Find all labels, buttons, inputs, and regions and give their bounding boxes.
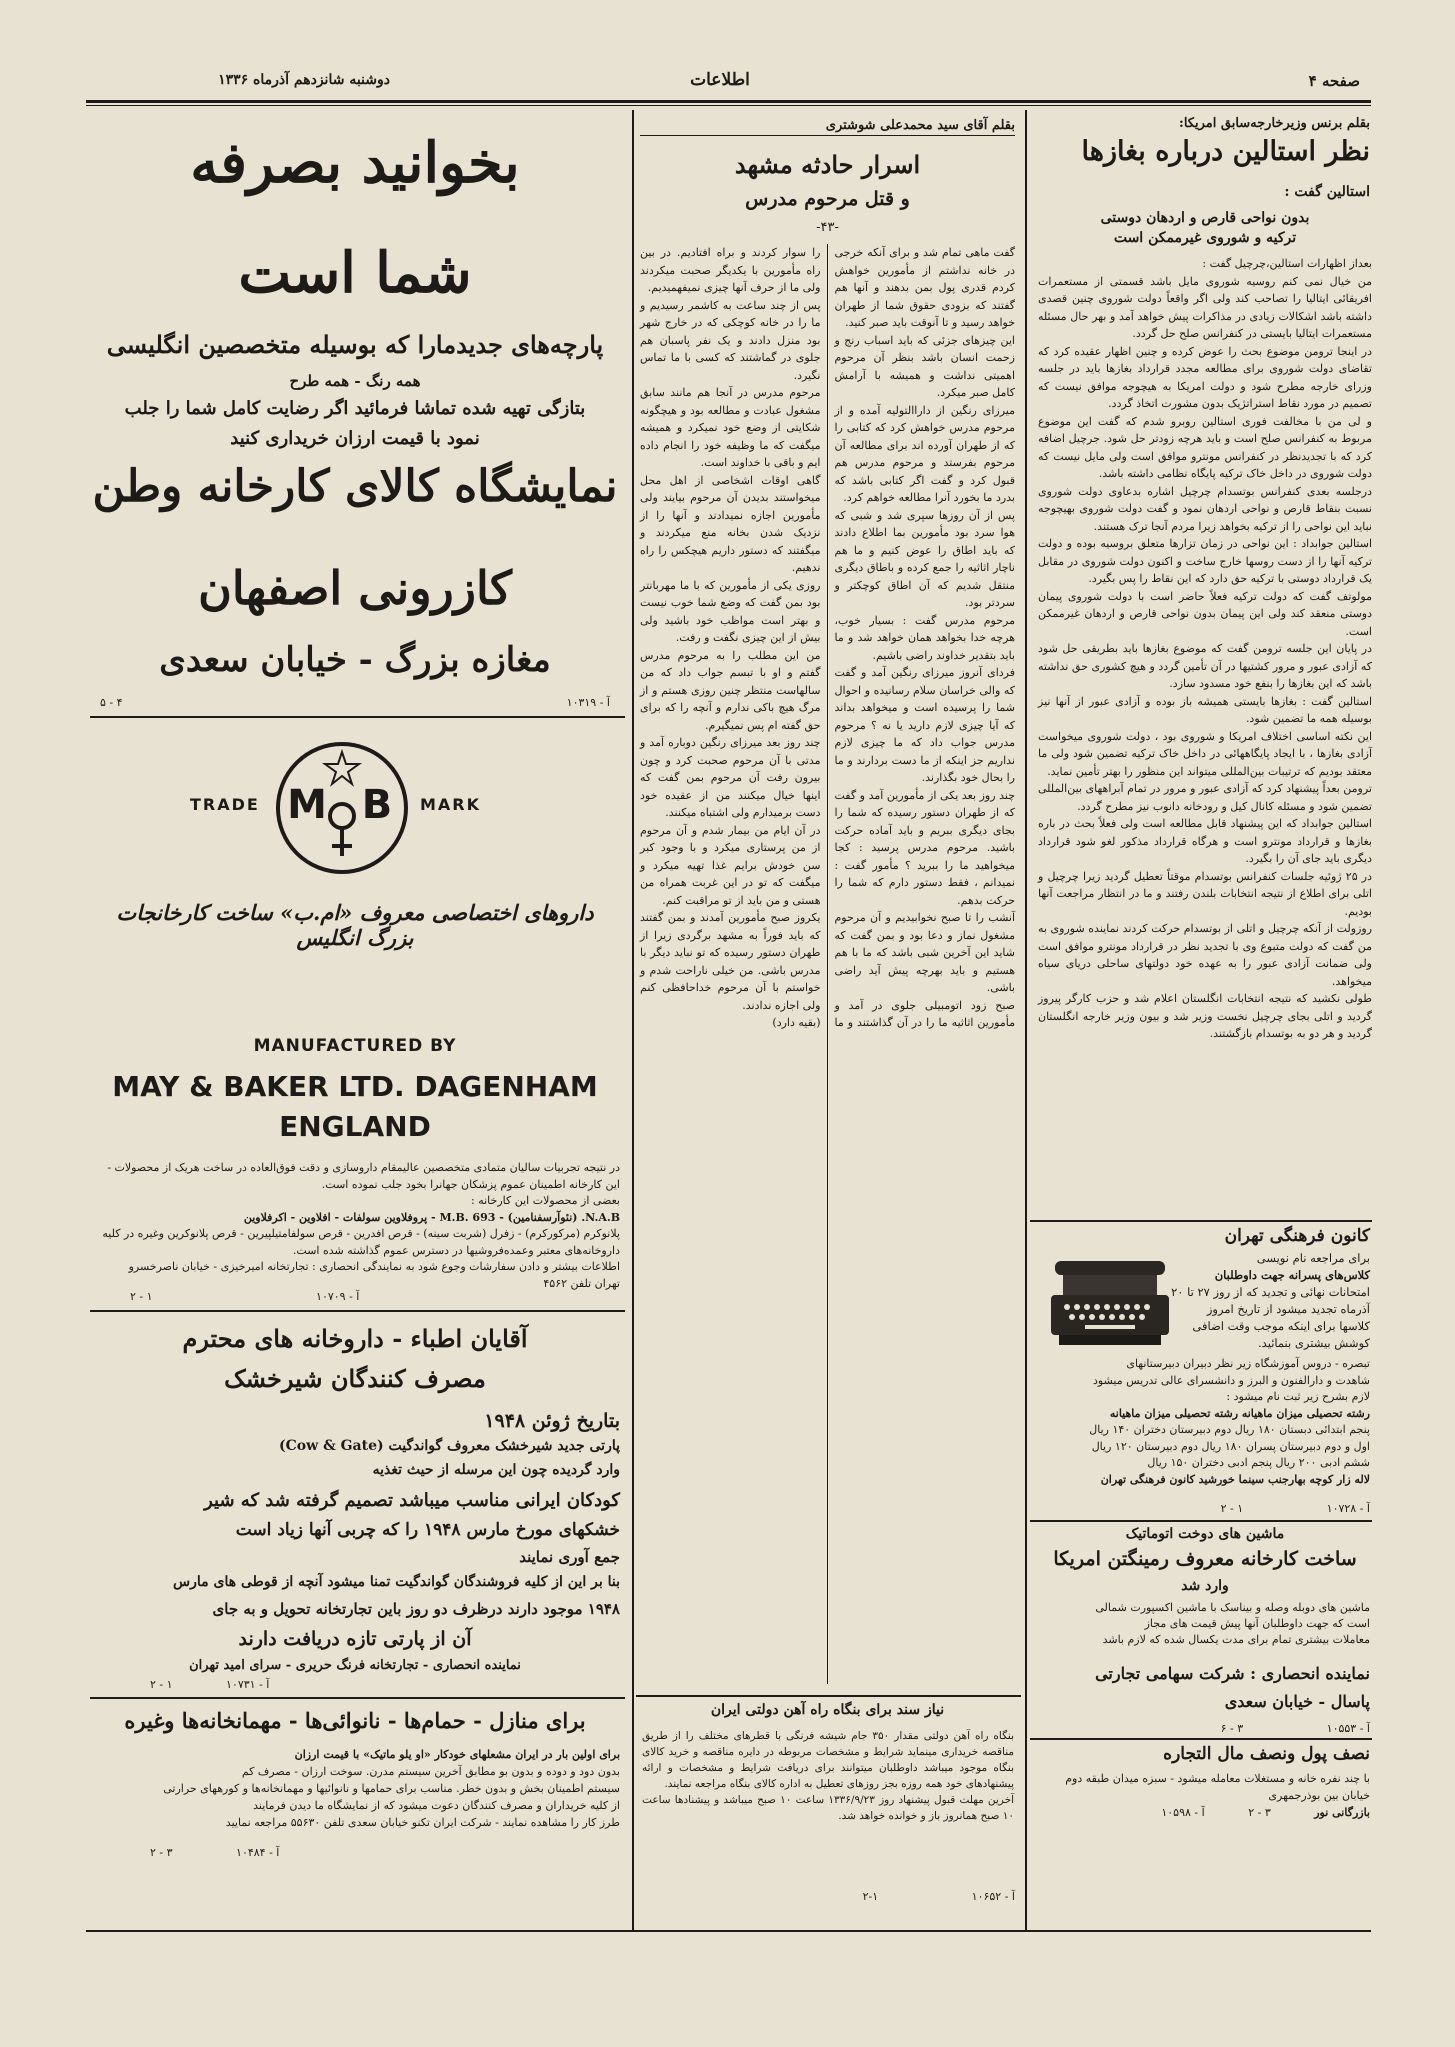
mashhad-number: -۴۳-	[816, 220, 839, 235]
divider-right-col	[1025, 110, 1027, 1930]
kanoon-title: کانون فرهنگی تهران	[1224, 1226, 1370, 1246]
fabric-line1: بخوانید بصرفه	[190, 130, 520, 196]
masthead: اطلاعات	[690, 70, 750, 90]
bath-l1: برای اولین بار در ایران مشعلهای خودکار «او یلو ماتیک» با قیمت ارزان	[294, 1748, 620, 1761]
bazaar-l3: بازرگانی نور	[1314, 1806, 1370, 1819]
logo-letter-b: B	[361, 782, 393, 828]
kanoon-l12: اول و دوم دبیرستان پسران ۱۸۰ ریال دوم دبیرستان ۱۲۰ ریال	[1091, 1439, 1370, 1453]
rule-mid-1	[636, 1695, 1021, 1697]
fabric-line5: بتازگی تهیه شده تماشا فرمائید اگر رضایت کامل شما را جلب	[124, 398, 586, 419]
bath-num: ۲ - ۳	[150, 1846, 173, 1859]
rule-left-2	[90, 1310, 625, 1312]
milk-code: آ - ۱۰۷۳۱	[226, 1678, 270, 1691]
bath-text	[96, 1746, 620, 1831]
rule-right-3	[1030, 1738, 1372, 1740]
kanoon-l9: لازم بشرح زیر ثبت نام میشود :	[1226, 1390, 1370, 1403]
railway-footer	[640, 1890, 1015, 1903]
bath-l5: طرز کار را مشاهده نمایند - شرکت ایران تکنو خیابان سعدی تلفن ۵۵۶۳۰ مراجعه نمایید	[225, 1816, 620, 1829]
stalin-says: استالین گفت :	[1284, 184, 1370, 200]
remington-footer	[1040, 1722, 1370, 1735]
mb-body3: N.A.B. (نئوآرسفنامین) - M.B. 693 - پروفلاوین سولفات - افلاوین - اکرفلاوین	[243, 1210, 620, 1224]
remington-l3: وارد شد	[1181, 1578, 1229, 1594]
remington-num: ۳ - ۶	[1220, 1722, 1244, 1735]
mashhad-title1: اسرار حادثه مشهد	[734, 150, 921, 179]
header-date: دوشنبه شانزدهم آذرماه ۱۳۳۶	[218, 72, 390, 88]
kanoon-l3: امتحانات نهائی و تجدید که از روز ۲۷ تا ۲۰	[1171, 1285, 1370, 1299]
kanoon-code: آ - ۱۰۷۲۸	[1326, 1502, 1370, 1515]
milk-line7: خشکهای مورخ مارس ۱۹۴۸ را که چربی آنها زیاد است	[235, 1520, 620, 1540]
mb-body6: تهران تلفن ۴۵۶۲	[543, 1276, 620, 1290]
kanoon-footer	[1040, 1502, 1370, 1515]
milk-footer	[150, 1678, 610, 1691]
milk-line9: بنا بر این از کلیه فروشندگان گواندگیت تمنا میشود آنچه از قوطی های مارس	[173, 1574, 620, 1590]
mashhad-byline: بقلم آقای سید محمدعلی شوشتری	[640, 118, 1015, 136]
bath-l2: بدون دود و دوده و بدون بو مطابق آخرین سیستم مدرن. سوخت ارزان - مصرف کم	[241, 1765, 620, 1778]
railway-code: آ - ۱۰۶۵۲	[971, 1890, 1015, 1903]
header-rule-top	[86, 100, 1371, 103]
bazaar-code: آ - ۱۰۵۹۸	[1161, 1806, 1205, 1819]
mashhad-article-body: گفت ماهی تمام شد و برای آنکه خرجی در خانه نداشتم از مأمورین خواهش کردم قدری پول بمن بدهند و آنها هم گفتند که بزودی حقوق شما از طهران خواهد رسید و تا آنوقت باید صبر کنید. این چیزهای جزئی که باید اسباب رنج و زحمت انسان باشد بنظر آن مرحوم اهمیتی نداشت و همیشه با آرامش کامل صبر میکرد. میرزای رنگین از داراالتولیه آمده و از مرحوم مدرس خواهش کرد که کتابی را که از طهران آورده اند برای مطالعه آن مرحوم بفرستد و مرحوم مدرس هم قبول کرد و گفت اگر کتابی باشد که بدرد ما بخورد آنرا مطالعه خواهم کرد. پس از آن روزها سپری شد و شبی که هوا سرد بود مأمورین بما اطلاع دادند که باید اطاق را عوض کنیم و ما هم ناچار اثاثیه را جمع کرده و باطاق دیگری منتقل شدیم که آن اطاق کوچکتر و سردتر بود. مرحوم مدرس گفت : بسیار خوب، هرچه خدا بخواهد همان خواهد شد و ما باید بتقدیر خداوند راضی باشیم. فردای آنروز میرزای رنگین آمد و گفت که والی خراسان سلام رسانیده و احوال شما را پرسیده است و میخواهد بداند که آیا چیزی لازم دارید یا نه ؟ مرحوم مدرس جواب داد که ما چیزی لازم نداریم جز اینکه از ما دست بردارند و ما را بحال خود بگذارند. چند روز بعد یکی از مأمورین آمد و گفت که از طهران دستور رسیده که شما را بجای دیگری ببریم و باید آماده حرکت باشید. مرحوم مدرس پرسید : کجا میخواهید ما را ببرید ؟ مأمور گفت : نمیدانم ، فقط دستور دارم که شما را حرکت بدهم. آنشب را تا صبح نخوابیدیم و آن مرحوم مشغول نماز و دعا بود و بمن گفت که شاید این آخرین شبی باشد که ما با هم هستیم و باید بهرچه پیش آید راضی باشی. صبح زود اتومبیلی جلوی در آمد و مأمورین اثاثیه ما را در آن گذاشتند و ما را سوار کردند و براه افتادیم. در بین راه مأمورین با یکدیگر صحبت میکردند ولی ما از حرف آنها چیزی نمیفهمیدیم. پس از چند ساعت به کاشمر رسیدیم و ما را در خانه کوچکی که در خارج شهر بود منزل دادند و یک نفر پاسبان هم جلوی در گماشتند که کسی با ما تماس نگیرد. مرحوم مدرس در آنجا هم مانند سابق مشغول عبادت و مطالعه بود و هیچگونه شکایتی از وضع خود نمیکرد و همیشه میگفت که ما وظیفه خود را انجام داده ایم و باقی با خداوند است. گاهی اوقات اشخاصی از اهل محل میخواستند بدیدن آن مرحوم بیایند ولی مأمورین اجازه نمیدادند و آنها را از نزدیک شدن بخانه منع میکردند و میگفتند که دستور داریم هیچکس را راه ندهیم. روزی یکی از مأمورین که با ما مهربانتر بود بمن گفت که وضع شما خوب نیست و بهتر است مواظب خود باشید ولی بیش از این چیزی نگفت و رفت. من این مطلب را به مرحوم مدرس گفتم و او با تبسم جواب داد که من سالهاست منتظر چنین روزی هستم و از مرگ هیچ باکی ندارم و آنچه را که برای حق گفته ام پس نمیگیرم. چند روز بعد میرزای رنگین دوباره آمد و مدتی با آن مرحوم صحبت کرد و چون بیرون رفت آن مرحوم بمن گفت که اینها خیال میکنند من از عقیده خود دست برمیدارم ولی اشتباه میکنند. در آن ایام من بیمار شدم و آن مرحوم از من پرستاری میکرد و با وجود کبر سن خودش برایم غذا تهیه میکرد و میگفت که تو در این غربت همراه من هستی و من باید از تو مراقبت کنم. یکروز صبح مأمورین آمدند و بمن گفتند که باید فوراً به مشهد برگردی زیرا از طهران دستور رسیده که تو نباید دیگر با مدرس باشی. من خیلی ناراحت شدم و خواستم با آن مرحوم خداحافظی کنم ولی اجازه ندادند. (بقیه دارد)	[640, 246, 1015, 1029]
remington-l6: معاملات بیشتری تمام برای مدت یکسال شده که لازم باشد	[1102, 1633, 1370, 1646]
bazaar-title: نصف پول ونصف مال التجاره	[1163, 1744, 1370, 1764]
kanoon-l2: کلاس‌های پسرانه جهت داوطلبان	[1214, 1268, 1370, 1282]
mb-manufactured: MANUFACTURED BY	[253, 1036, 457, 1056]
milk-line3: بتاریخ ژوئن ۱۹۴۸	[484, 1410, 620, 1432]
rule-left-1	[90, 716, 625, 718]
stalin-sub1: بدون نواحی قارص و اردهان دوستی	[1100, 210, 1310, 226]
mark-label: MARK	[420, 795, 482, 814]
bazaar-l1: با چند نفره خانه و مستغلات معامله میشود - سبزه میدان طبقه دوم	[1065, 1772, 1370, 1785]
kanoon-l6: کوشش بیشتری بنمائید.	[1258, 1336, 1370, 1350]
bath-footer	[150, 1846, 610, 1859]
milk-line12: نماینده انحصاری - تجارتخانه فرنگ حریری - سرای امید تهران	[189, 1658, 521, 1673]
logo-letter-m: M	[287, 782, 327, 828]
fabric-code: آ - ۱۰۳۱۹	[566, 696, 610, 709]
mb-country: ENGLAND	[279, 1110, 431, 1143]
remington-l2: ساخت کارخانه معروف رمینگتن امریکا	[1053, 1548, 1357, 1570]
typewriter-illustration	[1045, 1255, 1175, 1355]
stalin-kicker: بقلم برنس وزیرخارجه‌سابق امریکا:	[1179, 116, 1370, 131]
mb-code: آ - ۱۰۷۰۹	[316, 1290, 360, 1303]
bazaar-l2: خیابان بین بوذرجمهری	[1268, 1789, 1370, 1802]
kanoon-num: ۱ - ۲	[1220, 1502, 1244, 1515]
bath-l4: از کلیه خریداران و مصرف کنندگان دعوت میشود که از نمایشگاه ما دیدن فرمایند	[253, 1799, 620, 1812]
fabric-footer	[100, 696, 610, 709]
trade-label: TRADE	[190, 795, 260, 814]
mb-body2: بعضی از محصولات این کارخانه :	[471, 1194, 620, 1207]
mb-num: ۲ - ۱	[130, 1290, 153, 1303]
mashhad-title2: و قتل مرحوم مدرس	[745, 188, 910, 210]
header-page-number: صفحه ۴	[1308, 72, 1360, 90]
railway-body: بنگاه راه آهن دولتی مقدار ۳۵۰ جام شیشه فرنگی با قطرهای مختلف را از طریق مناقصه خریداری مینماید شرایط و مشخصات مربوطه در دایره مناقصه و خرید کالای بنگاه موجود میباشد داوطلبان میتوانند برای دریافت شرایط و مشخصات و ارائه پیشنهادهای خود همه روزه بجز روزهای تعطیل به اداره کالای بنگاه مراجعه نمایند. آخرین مهلت قبول پیشنهاد روز ۱۳۳۶/۹/۲۳ ساعت ۱۰ صبح میباشد و پیشنادها ساعت ۱۰ صبح همانروز باز و خوانده خواهد شد.	[642, 1730, 1015, 1822]
fabric-line7: نمایشگاه کالای کارخانه وطن	[92, 461, 618, 512]
kanoon-l14: لاله زار کوچه بهارجنب سینما خورشید کانون فرهنگی تهران	[1100, 1472, 1370, 1486]
fabric-line2: شما است	[238, 240, 472, 306]
fabric-line3: پارچه‌های جدیدمارا که بوسیله متخصصین انگلیسی	[106, 330, 604, 359]
mb-body5: اطلاعات بیشتر و دادن سفارشات وجوع شود به نمایندگی انحصاری : تجارتخانه امیرخیزی - خیابان ناصرخسرو	[128, 1260, 620, 1273]
milk-line1: آقایان اطباء - داروخانه های محترم	[182, 1324, 528, 1353]
kanoon-l7: تبصره - دروس آموزشگاه زیر نظر دبیران دبیرستانهای	[1126, 1357, 1370, 1370]
stalin-sub2: ترکیه و شوروی غیرممکن است	[1113, 230, 1297, 246]
mb-text	[96, 1160, 620, 1292]
fabric-line6: نمود با قیمت ارزان خریداری کنید	[230, 428, 480, 449]
bath-l3: سیستم اطمینان بخش و بدون خطر. مناسب برای حمامها و نانوائیها و مهمانخانه‌ها و کورههای حرارتی	[163, 1782, 620, 1795]
kanoon-l11: پنجم ابتدائی دبستان ۱۸۰ ریال دوم دبیرستان دختران ۱۴۰ ریال	[1089, 1423, 1370, 1436]
fabric-line4: همه رنگ - همه طرح	[289, 372, 421, 390]
kanoon-l10: رشته تحصیلی میزان ماهیانه رشته تحصیلی میزان ماهیانه	[1109, 1406, 1370, 1420]
remington-l5: است که جهت داوطلبان آنها پیش قیمت های مجاز	[1144, 1617, 1370, 1630]
remington-agent2: پاسال - خیابان سعدی	[1224, 1692, 1370, 1711]
kanoon-l13: ششم ادبی ۲۰۰ ریال پنجم ادبی دختران ۱۵۰ ریال	[1147, 1456, 1370, 1469]
kanoon-l8: شاهدت و دارالفنون و البرز و دانشسرای عالی تدریس میشود	[1093, 1373, 1370, 1387]
mb-body4: پلانوکرم (مرکورکرم) - زفرل (شربت سینه) - قرص افدرین - قرص سولفامتیلپیرین - قرص پلانوکرین وغیره در کلیه داروخانه‌های معتبر وعمده‌فروشیها در دسترس عموم گذاشته شده است.	[102, 1227, 620, 1257]
fabric-line9: مغازه بزرگ - خیابان سعدی	[159, 640, 551, 680]
milk-num: ۲ - ۱	[150, 1678, 173, 1691]
remington-code: آ - ۱۰۵۵۳	[1326, 1722, 1370, 1735]
mb-company: MAY & BAKER LTD. DAGENHAM	[112, 1070, 598, 1103]
bazaar-footer	[1040, 1806, 1370, 1819]
stalin-article-body: بعداز اظهارات استالین،چرچیل گفت : من خیال نمی کنم روسیه شوروی مایل باشد قسمتی از مستعمرات افریقائی ایتالیا را تصاحب کند ولی اگر واقعاً دولت شوروی چنین قصدی داشته باشد اشکالات زیادی در مذاکرات پیش خواهد آمد و بهر حال مسئله مستعمرات ایتالیا بایستی در کنفرانس صلح حل گردد. در اینجا ترومن موضوع بحث را عوض کرده و چنین اظهار عقیده کرد که تقاضای دولت شوروی برای مطالعه مجدد قرارداد بغازها باید در جلسه وزرای خارجه مطرح شود و دولت امریکا به هیچوجه موافق نیست که تصمیم در مورد نقاط استراتژیک بدون مشورت اتخاذ گردد. و لی من با مخالفت فوری استالین روبرو شدم که گفت این موضوع مربوط به کنفرانس صلح است و باید هرچه زودتر حل شود. جرچیل اضافه کرد که با تجدیدنظر در کنفرانس مونترو موافق است ولی مایل نیست که دولت شوروی در داخل خاک ترکیه پایگاه نظامی داشته باشد. درجلسه بعدی کنفرانس بوتسدام چرچیل اشاره بدعاوی دولت شوروی نسبت بنقاط قارص و نواحی اردهان نمود و گفت دولت شوروی بهیچوجه نباید این نواحی را از ترکیه بخواهد زیرا مردم آنجا ترک هستند. استالین جوابداد : این نواحی در زمان تزارها متعلق بروسیه بوده و دولت ترکیه آنها را از دست روسها خارج ساخت و اکنون دولت شوروی در مقابل یک قرارداد دوستی با ترکیه حق دارد که این نقاط را پس بگیرد. مولوتف گفت که دولت ترکیه فعلاً حاضر است با دولت شوروی پیمان دوستی منعقد کند ولی این پیمان بدون نواحی قارص و اردهان غیرممکن است. در پایان این جلسه ترومن گفت که موضوع بغازها باید بطریقی حل شود که آزادی عبور و مرور کشتیها در آن تأمین گردد و هیچ کشوری حق نداشته باشد که این بغازها را بنفع خود مسدود سازد. استالین گفت : بغازها بایستی همیشه باز بوده و آزادی عبور از آنها نیز بوسیله همه ما تضمین شود. این نکته اساسی اختلاف امریکا و شوروی بود ، دولت شوروی میخواست آزادی بغازها ، با ایجاد پایگاههائی در داخل خاک ترکیه تضمین شود ولی ما معتقد بودیم که ترتیبات بین‌المللی میتواند این منظور را بهتر تأمین نماید. ترومن بعداً پیشنهاد کرد که آزادی عبور و مرور در تمام آبراههای بین‌المللی تضمین شود و مسئله کانال کیل و رودخانه دانوب نیز مطرح گردد. استالین جوابداد که این پیشنهاد قابل مطالعه است ولی فعلاً بحث در باره بغازها و قرارداد مونترو است و هرگاه قرارداد مذکور لغو شود قرارداد دیگری باید جای آن را بگیرد. در ۲۵ ژوئیه جلسات کنفرانس بوتسدام موقتاً تعطیل گردید زیرا چرچیل و اتلی برای اطلاع از نتیجه انتخابات بلندن رفتند و ما در انتظار مراجعت آنها بودیم. روزولت از آنکه چرچیل و اتلی از بوتسدام حرکت کردند نماینده شوروی به من گفت که دولت متبوع وی با تجدید نظر در قرارداد مونترو موافق است ولی ضمانت آزادی عبور را به عهده خود دولتهای ساحلی دریای سیاه میخواهد. طولی نکشید که نتیجه انتخابات انگلستان اعلام شد و حزب کارگر پیروز گردید و اتلی بجای چرچیل نخست وزیر شد و بیون وزیر خارجه انگلستان گردید و هر دو به بوتسدام بازگشتند.	[1038, 257, 1373, 1040]
rule-left-3	[90, 1697, 625, 1699]
kanoon-l4: آذرماه تجدید میشود از تاریخ امروز	[1206, 1302, 1370, 1316]
stalin-title: نظر استالین درباره بغازها	[1081, 136, 1370, 167]
remington-text	[1040, 1600, 1370, 1648]
milk-line5: وارد گردیده چون این مرسله از حیث تغذیه	[372, 1462, 620, 1478]
remington-agent1: نماینده انحصاری : شرکت سهامی تجارتی	[1095, 1664, 1370, 1683]
bath-code: آ - ۱۰۴۸۴	[236, 1846, 280, 1859]
rule-right-2	[1030, 1520, 1372, 1522]
railway-num: ۱-۲	[862, 1890, 879, 1903]
rule-right-1	[1030, 1220, 1372, 1222]
bath-title: برای منازل - حمام‌ها - نانوائی‌ها - مهمانخانه‌ها وغیره	[124, 1708, 586, 1733]
mb-persian-slogan: داروهای اختصاصی معروف «ام.ب» ساخت کارخانجات بزرگ انگلیس	[116, 900, 594, 950]
remington-l4: ماشین های دوبله وصله و بیناسک با ماشین اکسپورت شمالی	[1095, 1601, 1370, 1614]
milk-line10: ۱۹۴۸ موجود دارند درظرف دو روز باین تجارتخانه تحویل و به جای	[212, 1600, 620, 1618]
kanoon-l1: برای مراجعه نام نویسی	[1256, 1251, 1370, 1265]
divider-mid-col	[632, 110, 634, 1930]
mb-body1: در نتیجه تجربیات سالیان متمادی متخصصین عالیمقام داروسازی و دقت فوق‌العاده در ساخت هریک از محصولات - این کارخانه اطمینان عموم پزشکان جهانرا بخود جلب نموده است.	[107, 1161, 620, 1191]
fabric-num: ۵ - ۴	[100, 696, 123, 709]
milk-line11: آن از پارتی تازه دریافت دارند	[238, 1628, 472, 1650]
kanoon-l5: کلاسها برای اینکه موجب وقت اضافی	[1192, 1319, 1370, 1333]
page-bottom-rule	[86, 1930, 1371, 1932]
bazaar-num: ۳ - ۲	[1248, 1806, 1271, 1819]
mb-footer	[130, 1290, 610, 1303]
milk-line4: پارتی جدید شیرخشک معروف گواندگیت (Cow & Gate)	[279, 1438, 620, 1454]
fabric-line8: کازرونی اصفهان	[198, 561, 512, 615]
milk-line2: مصرف کنندگان شیرخشک	[224, 1364, 486, 1393]
milk-line6: کودکان ایرانی مناسب میباشد تصمیم گرفته شد که شیر	[204, 1490, 620, 1511]
header-rule-bottom	[86, 105, 1371, 106]
railway-title: نیاز سند برای بنگاه راه آهن دولتی ایران	[710, 1702, 945, 1718]
milk-line8: جمع آوری نمایند	[519, 1548, 620, 1566]
kanoon-text-2	[1040, 1356, 1370, 1488]
remington-l1: ماشین های دوخت اتوماتیک	[1125, 1526, 1285, 1542]
